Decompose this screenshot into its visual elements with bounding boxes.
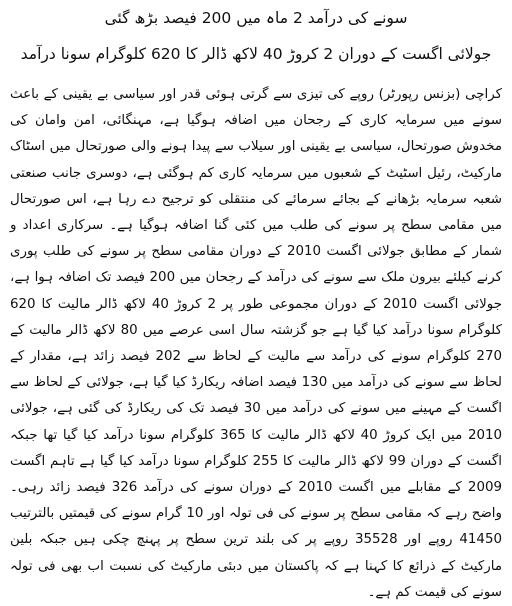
article-headline: سونے کی درآمد 2 ماہ میں 200 فیصد بڑھ گئی xyxy=(104,9,408,27)
article-body: کراچی (بزنس رپورٹر) روپے کی تیزی سے گرتی ہوئی قدر اور سیاسی بے یقینی کے باعث سونے میں سرمایہ کاری کے رجحان میں اضافہ ہوگیا ہے، مہنگائی، امن وامان کی مخدوش صورتحال، سیاسی بے یقینی اور سیلاب سے پیدا ہونے والی صورتحال میں اسٹاک مارکیٹ، رئیل اسٹیٹ کے شعبوں میں سرمایہ کاری کم ہوگئی ہے، دوسری جانب صنعتی شعبہ سرمایہ بڑھانے کے بجائے سرمائے کی منتقلی کو ترجیح دے رہا ہے، اس صورتحال میں مقامی سطح پر سونے کی طلب میں کئی گنا اضافہ ہوگیا ہے۔ سرکاری اعداد و شمار کے مطابق جولائی اگست 2010 کے دوران مقامی سطح پر سونے کی طلب پوری کرنے کیلئے بیرون ملک سے سونے کی درآمد کے رجحان میں 200 فیصد تک اضافہ ہوا ہے، جولائی اگست 2010 کے دوران مجموعی طور پر 2 کروڑ 40 لاکھ ڈالر مالیت کا 620 کلوگرام سونا درآمد کیا گیا ہے جو گزشتہ سال اسی عرصے میں 80 لاکھ ڈالر مالیت کے 270 کلوگرام سونے کی درآمد سے مالیت کے لحاظ سے 202 فیصد زائد ہے، مقدار کے لحاظ سے سونے کی درآمد میں 130 فیصد اضافہ ریکارڈ کیا گیا ہے، جولائی کے لحاظ سے اگست کے مہینے میں سونے کی درآمد میں 30 فیصد تک کی ریکارڈ کی گئی ہے، جولائی 2010 میں ایک کروڑ 40 لاکھ ڈالر مالیت کا 365 کلوگرام سونا درآمد کیا گیا تھا جبکہ اگست کے دوران 99 لاکھ ڈالر مالیت کا 255 کلوگرام سونا درآمد کیا گیا ہے تاہم اگست 2009 کے مقابلے میں اگست 2010 کے دوران سونے کی درآمد 326 فیصد زائد رہی۔ واضح رہے کہ مقامی سطح پر سونے کی فی تولہ اور 10 گرام سونے کی قیمتیں بالترتیب 41450 روپے اور 35528 روپے پر کی بلند ترین سطح پر پہنچ چکی ہیں جبکہ بلین مارکیٹ کے ذرائع کا کہنا ہے کہ پاکستان میں دبئی مارکیٹ کی نسبت اب بھی فی تولہ سونے کی قیمت کم ہے۔ xyxy=(10,87,503,600)
article-subheadline: جولائی اگست کے دوران 2 کروڑ 40 لاکھ ڈالر کا 620 کلوگرام سونا درآمد xyxy=(20,45,492,63)
spacer xyxy=(10,64,502,82)
